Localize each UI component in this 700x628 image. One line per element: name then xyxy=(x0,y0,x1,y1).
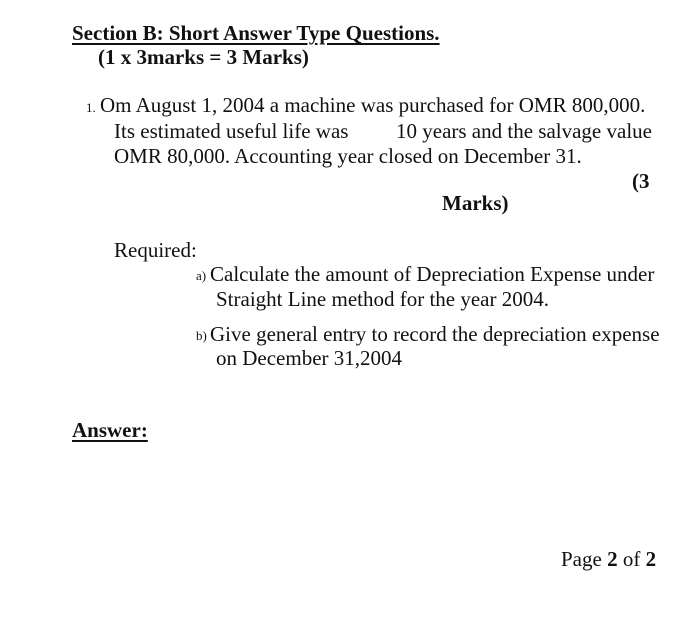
question-line-2b: 10 years and the salvage value xyxy=(396,119,652,143)
part-a-line-2: Straight Line method for the year 2004. xyxy=(216,287,549,311)
required-label: Required: xyxy=(114,238,197,262)
page-current: 2 xyxy=(607,547,618,571)
part-b-line-1: Give general entry to record the depreciation expense xyxy=(210,322,660,346)
question-marks-part1: (3 xyxy=(632,169,650,193)
part-b-label: b) xyxy=(196,328,207,343)
question-line-3: OMR 80,000. Accounting year closed on December 31. xyxy=(114,144,582,168)
page-of: of xyxy=(617,547,646,571)
part-a-line-1: Calculate the amount of Depreciation Expense under xyxy=(210,262,655,286)
part-b-line-2: on December 31,2004 xyxy=(216,346,403,370)
page-total: 2 xyxy=(645,547,657,571)
question-number: 1. xyxy=(86,100,96,115)
page-prefix: Page xyxy=(561,547,608,571)
section-marks-summary: (1 x 3marks = 3 Marks) xyxy=(98,45,309,69)
question-line-2a: Its estimated useful life was xyxy=(114,119,349,143)
question-line-1: Om August 1, 2004 a machine was purchased for OMR 800,000. xyxy=(100,93,646,117)
section-title: Section B: Short Answer Type Questions. xyxy=(72,21,440,45)
answer-label: Answer: xyxy=(72,418,148,442)
page-number xyxy=(561,547,656,572)
part-a-label: a) xyxy=(196,268,207,283)
question-marks-part2: Marks) xyxy=(442,191,509,215)
